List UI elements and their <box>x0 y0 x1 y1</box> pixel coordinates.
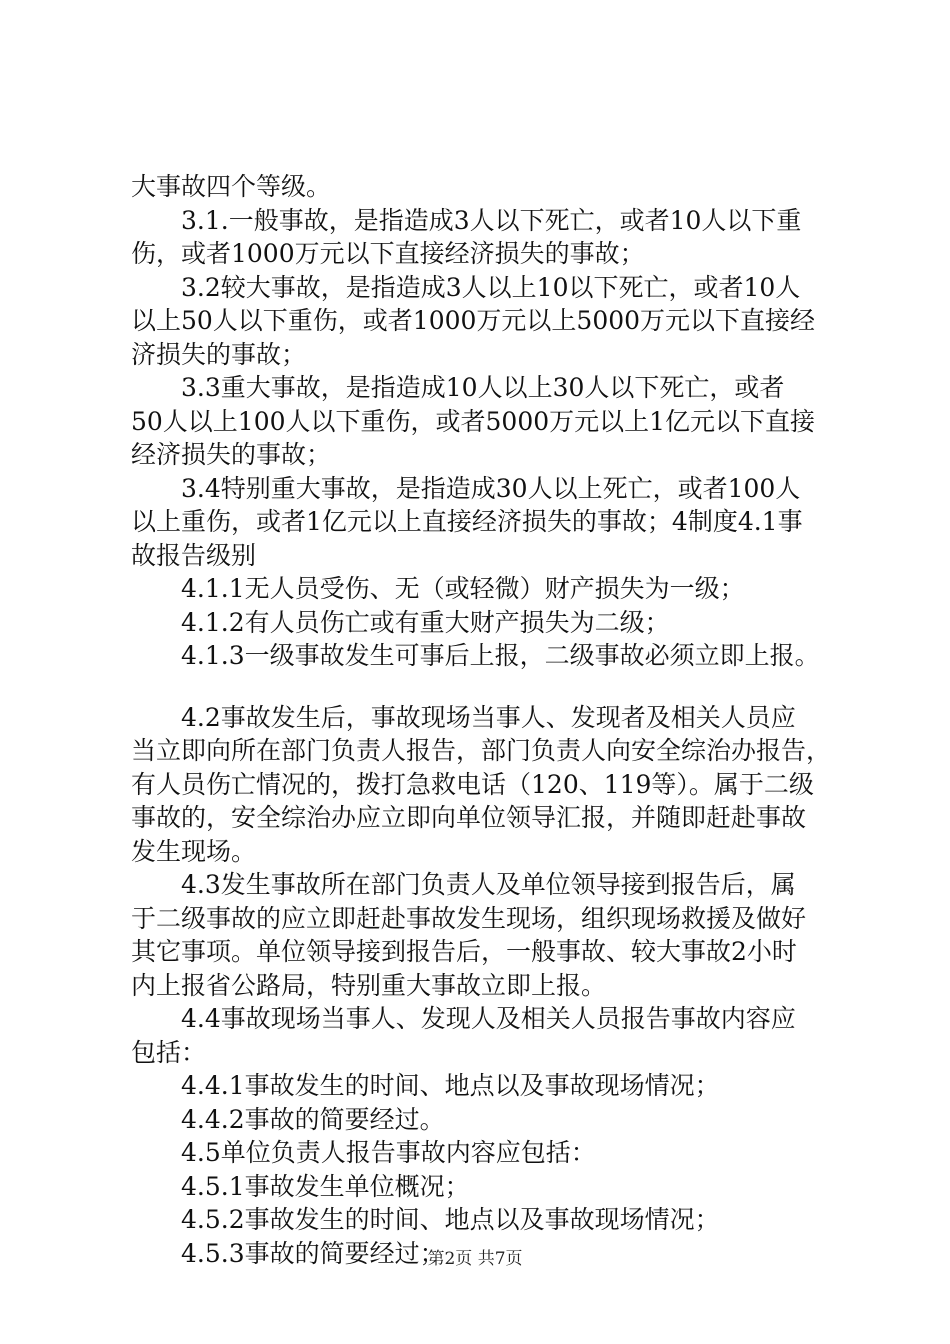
text-line: 经济损失的事故； <box>131 440 332 469</box>
text-line: 4.1.1无人员受伤、无（或轻微）财产损失为一级； <box>131 574 745 603</box>
text-line: 3.4特别重大事故，是指造成30人以上死亡，或者100人 <box>131 473 801 503</box>
text-line: 4.3发生事故所在部门负责人及单位领导接到报告后，属 <box>131 870 796 899</box>
text-line: 3.2较大事故，是指造成3人以上10以下死亡，或者10人 <box>131 272 801 302</box>
text-line: 故报告级别 <box>131 540 257 570</box>
text-line: 伤，或者1000万元以下直接经济损失的事故； <box>131 239 645 268</box>
text-line: 4.5.3事故的简要经过； <box>131 1238 445 1268</box>
text-line: 4.5单位负责人报告事故内容应包括： <box>131 1138 596 1167</box>
text-line: 4.4事故现场当事人、发现人及相关人员报告事故内容应 <box>131 1004 796 1033</box>
text-line: 于二级事故的应立即赶赴事故发生现场，组织现场救援及做好 <box>131 903 807 933</box>
text-line: 4.1.3一级事故发生可事后上报，二级事故必须立即上报。 <box>131 641 820 670</box>
page-number-footer: 第2页 共7页 <box>427 1249 523 1269</box>
text-line: 4.5.2事故发生的时间、地点以及事故现场情况； <box>131 1205 720 1234</box>
text-line: 发生现场。 <box>131 836 257 866</box>
document-body <box>131 170 836 1270</box>
text-line: 3.1.一般事故，是指造成3人以下死亡，或者10人以下重 <box>131 205 802 235</box>
text-line: 3.3重大事故，是指造成10人以上30人以下死亡，或者 <box>131 373 785 402</box>
text-line: 大事故四个等级。 <box>131 172 332 201</box>
text-line: 50人以上100人以下重伤，或者5000万元以上1亿元以下直接 <box>131 406 816 436</box>
text-line: 其它事项。单位领导接到报告后，一般事故、较大事故2小时 <box>131 937 797 966</box>
text-line: 以上重伤，或者1亿元以上直接经济损失的事故；4制度4.1事 <box>131 507 803 536</box>
text-line: 济损失的事故； <box>131 339 307 369</box>
text-line: 有人员伤亡情况的，拨打急救电话（120、119等）。属于二级 <box>131 769 814 799</box>
text-line: 当立即向所在部门负责人报告，部门负责人向安全综治办报告， <box>131 736 832 765</box>
text-line: 4.4.1事故发生的时间、地点以及事故现场情况； <box>131 1071 720 1100</box>
text-line: 包括： <box>131 1037 207 1067</box>
text-line: 内上报省公路局，特别重大事故立即上报。 <box>131 970 607 1000</box>
text-line: 以上50人以下重伤，或者1000万元以上5000万元以下直接经 <box>131 306 816 335</box>
text-line: 4.2事故发生后，事故现场当事人、发现者及相关人员应 <box>131 702 796 732</box>
text-line: 4.5.1事故发生单位概况； <box>131 1171 470 1201</box>
text-line: 事故的，安全综治办应立即向单位领导汇报，并随即赶赴事故 <box>131 803 807 832</box>
text-line: 4.1.2有人员伤亡或有重大财产损失为二级； <box>131 607 670 637</box>
text-line: 4.4.2事故的简要经过。 <box>131 1104 445 1134</box>
